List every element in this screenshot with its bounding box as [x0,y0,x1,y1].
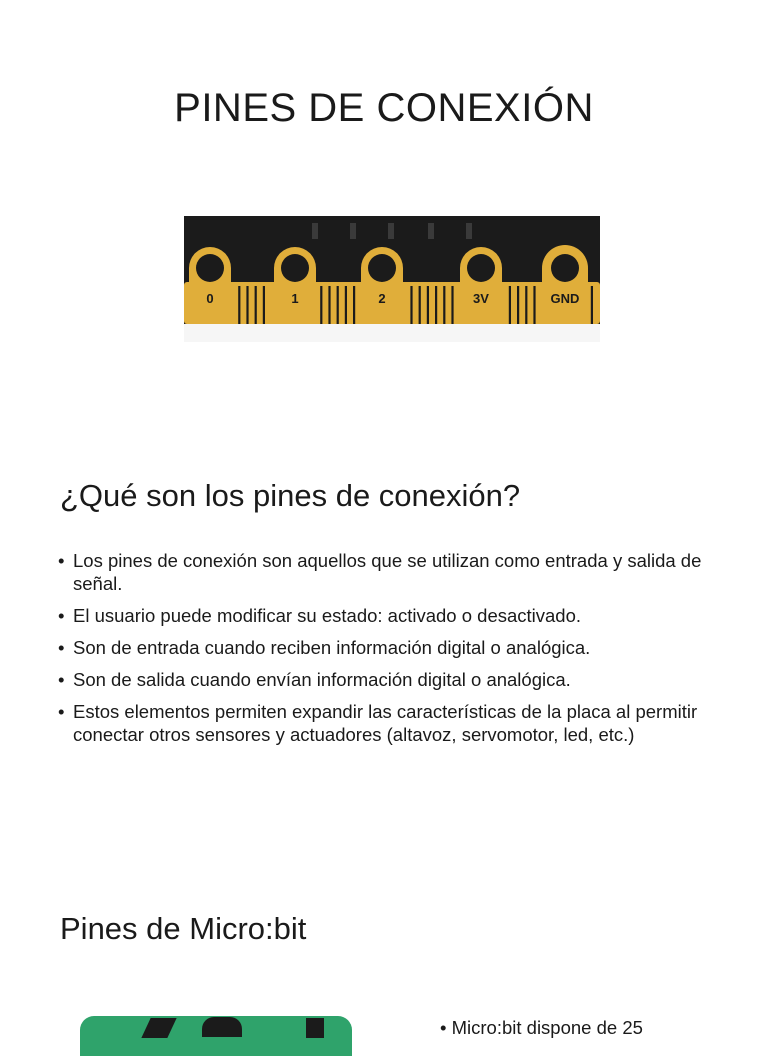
bullet-item: • Estos elementos permiten expandir las características de la placa al permitir conectar otros sensores y actuadores (altavoz, servomotor, led, etc.) [58,700,718,746]
component-mark [388,223,394,239]
pin-strip-diagram [184,216,600,342]
bullet-item: • El usuario puede modificar su estado: activado o desactivado. [58,604,718,627]
pin-hole [551,254,579,282]
component-mark [466,223,472,239]
finger-divider [353,286,355,326]
pin-hole [196,254,224,282]
pin-label: 0 [206,291,214,306]
pin-hole [281,254,309,282]
finger-divider [451,286,453,326]
pin-hole [368,254,396,282]
finger-divider [443,286,445,326]
slide-title: PINES DE CONEXIÓN [174,86,594,130]
finger-divider [591,286,593,326]
bullet-item: • Son de salida cuando envían información digital o analógica. [58,668,718,691]
component-mark [312,223,318,239]
pin-label: 3V [473,291,489,306]
finger-divider [255,286,257,326]
finger-divider [525,286,527,326]
finger-divider [435,286,437,326]
pin-label: 2 [378,291,386,306]
reflection [184,324,600,342]
finger-divider [246,286,248,326]
finger-divider [410,286,412,326]
finger-divider [419,286,421,326]
partial-bullet-text: • Micro:bit dispone de 25 [440,1017,643,1038]
finger-divider [328,286,330,326]
finger-divider [238,286,240,326]
section-heading-microbit-pins: Pines de Micro:bit [60,911,307,946]
finger-divider [320,286,322,326]
finger-divider [517,286,519,326]
pin-label: 1 [291,291,299,306]
pin-label: GND [550,291,580,306]
finger-divider [509,286,511,326]
next-slide-peek [0,1012,768,1038]
bullet-list [58,549,718,755]
bullet-item: • Son de entrada cuando reciben información digital o analógica. [58,636,718,659]
microbit-board-image [80,1016,352,1056]
finger-divider [427,286,429,326]
component-mark [350,223,356,239]
component-mark [428,223,434,239]
finger-divider [263,286,265,326]
finger-divider [533,286,535,326]
section-heading-question: ¿Qué son los pines de conexión? [60,478,521,513]
bullet-item: • Los pines de conexión son aquellos que se utilizan como entrada y salida de señal. [58,549,718,595]
pin-hole [467,254,495,282]
finger-divider [337,286,339,326]
finger-divider [345,286,347,326]
